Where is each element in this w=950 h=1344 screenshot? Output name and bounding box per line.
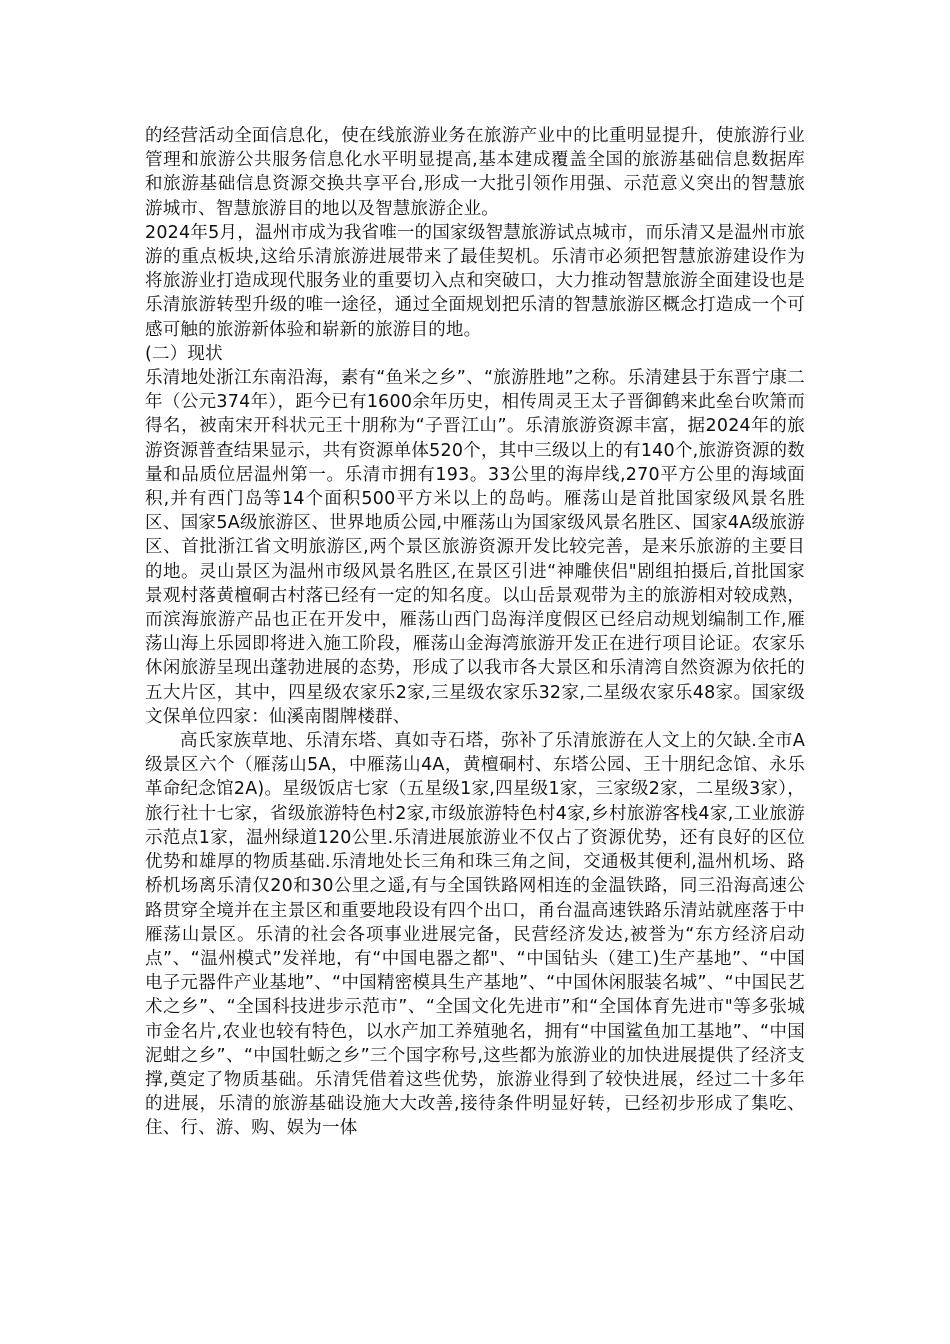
document-body [145,124,805,1141]
paragraph-intro-continuation: 的经营活动全面信息化，使在线旅游业务在旅游产业中的比重明显提升，使旅游行业管理和旅游公共服务信息化水平明显提高,基本建成覆盖全国的旅游基础信息数据库和旅游基础信息资源交换共享平台,形成一大批引领作用强、示范意义突出的智慧旅游城市、智慧旅游目的地以及智慧旅游企业。 [145,126,805,219]
section-heading-status: (二）现状 [145,343,223,364]
paragraph-development: 高氏家族草地、乐清东塔、真如寺石塔，弥补了乐清旅游在人文上的欠缺.全市A级景区六个（雁荡山5A，中雁荡山4A，黄檀硐村、东塔公园、王十朋纪念馆、永乐革命纪念馆2A)。星级饭店七家（五星级1家,四星级1家，三家级2家，二星级3家），旅行社十七家，省级旅游特色村2家,市级旅游特色村4家,乡村旅游客栈4家,工业旅游示范点1家，温州绿道120公里.乐清进展旅游业不仅占了资源优势，还有良好的区位优势和雄厚的物质基础.乐清地处长三角和珠三角之间，交通极其便利,温州机场、路桥机场离乐清仅20和30公里之遥,有与全国铁路网相连的金温铁路，同三沿海高速公路贯穿全境并在主景区和重要地段设有四个出口，甬台温高速铁路乐清站就座落于中雁荡山景区。乐清的社会各项事业进展完备，民营经济发达,被誉为“东方经济启动点”、“温州模式”发祥地，有“中国电器之都"、“中国钻头（建工)生产基地”、“中国电子元器件产业基地”、“中国精密模具生产基地”、“中国休闲服装名城”、“中国民艺术之乡”、“全国科技进步示范市”、“全国文化先进市”和“全国体育先进市"等多张城市金名片,农业也较有特色，以水产加工养殖驰名，拥有“中国鲨鱼加工基地”、“中国泥蚶之乡”、“中国牡蛎之乡”三个国字称号,这些都为旅游业的加快进展提供了经济支撑,奠定了物质基础。乐清凭借着这些优势，旅游业得到了较快进展，经过二十多年的进展，乐清的旅游基础设施大大改善,接待条件明显好转，已经初步形成了集吃、住、行、游、购、娱为一体 [145,731,805,1139]
paragraph-resources: 乐清地处浙江东南沿海，素有“鱼米之乡”、“旅游胜地”之称。乐清建县于东晋宁康二年（公元374年），距今已有1600余年历史，相传周灵王太子晋御鹤来此垒台吹箫而得名，被南宋开科状元王十朋称为“子晋江山”。乐清旅游资源丰富，据2024年的旅游资源普查结果显示，共有资源单体520个，其中三级以上的有140个,旅游资源的数量和品质位居温州第一。乐清市拥有193。33公里的海岸线,270平方公里的海域面积,并有西门岛等14个面积500平方米以上的岛屿。雁荡山是首批国家级风景名胜区、国家5A级旅游区、世界地质公园,中雁荡山为国家级风景名胜区、国家4A级旅游区、首批浙江省文明旅游区,两个景区旅游资源开发比较完善，是来乐旅游的主要目的地。灵山景区为温州市级风景名胜区,在景区引进“神雕侠侣"剧组拍摄后,首批国家景观村落黄檀硐古村落已经有一定的知名度。以山岳景观带为主的旅游相对较成熟，而滨海旅游产品也正在开发中，雁荡山西门岛海洋度假区已经启动规划编制工作,雁荡山海上乐园即将进入施工阶段，雁荡山金海湾旅游开发正在进行项目论证。农家乐休闲旅游呈现出蓬勃进展的态势，形成了以我市各大景区和乐清湾自然资源为依托的五大片区，其中，四星级农家乐2家,三星级农家乐32家,二星级农家乐48家。国家级文保单位四家：仙溪南閤牌楼群、 [145,368,805,727]
paragraph-pilot-city: 2024年5月，温州市成为我省唯一的国家级智慧旅游试点城市，而乐清又是温州市旅游的重点板块,这给乐清旅游进展带来了最佳契机。乐清市必须把智慧旅游建设作为将旅游业打造成现代服务业的重要切入点和突破口，大力推动智慧旅游全面建设也是乐清旅游转型升级的唯一途径，通过全面规划把乐清的智慧旅游区概念打造成一个可感可触的旅游新体验和崭新的旅游目的地。 [145,222,805,340]
